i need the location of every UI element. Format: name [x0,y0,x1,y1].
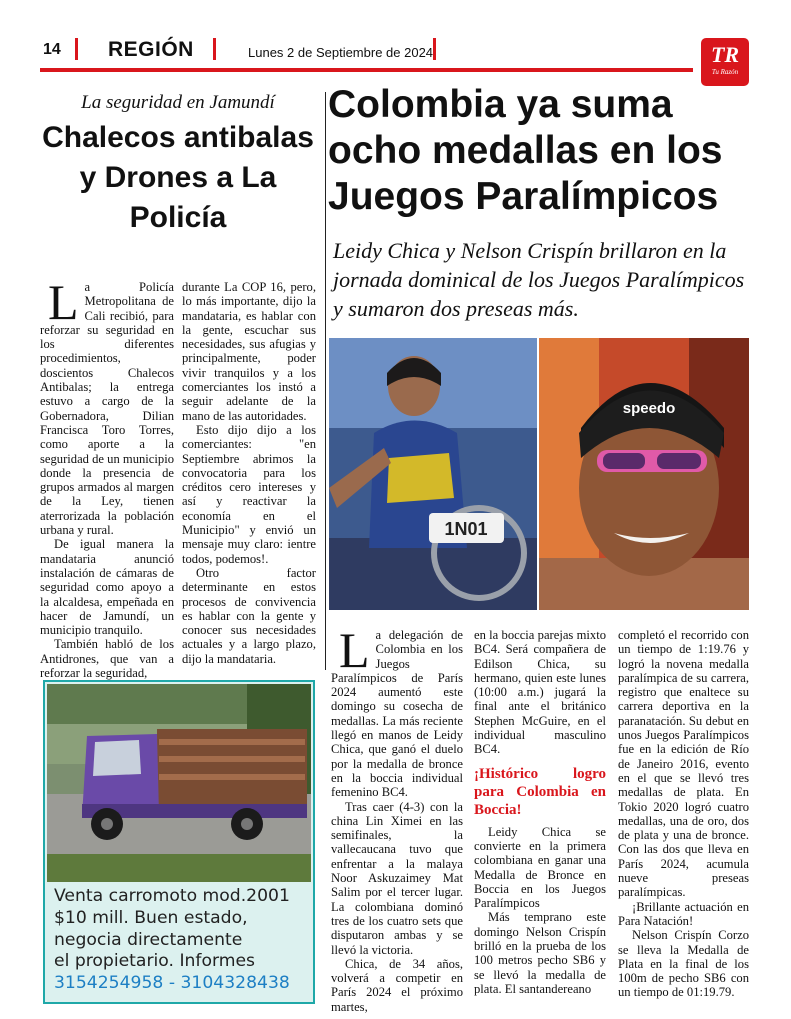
ad-line: $10 mill. Buen estado, [54,907,248,928]
left-story-title: Chalecos antibalas y Drones a La Policía [42,121,314,234]
header-divider [433,38,436,60]
paragraph: durante La COP 16, pero, lo más importante, dijo la mandataria, es hablar con la gente, escuchar sus necesidades, sus afugias y principalmente, poder vivir tranquilos y a los comerciantes los instó a seguir adelante de la mano de las autoridades. [182,280,316,423]
paragraph: en la boccia parejas mixto BC4. Será compañera de Edilson Chica, su hermano, quien este lunes (10:00 a.m.) jugará la final ante el británico Stephen McGuire, en el individual masculino BC4. [474,628,606,757]
header-divider [213,38,216,60]
ad-text [54,886,310,995]
classified-ad [43,680,315,1004]
drop-cap: L [339,622,370,678]
paragraph: Esto dijo dijo a los comerciantes: "en Septiembre abrimos la convocatoria para los créditos cero intereses y así y reactivar la economía en el Municipio" y envió un mensaje muy claro: ientre todos, podemos!. [182,422,316,566]
paragraph: completó el recorrido con un tiempo de 1:19.76 y logró la novena medalla paralímpica de su carrera, registro que enaltece su carrera deportiva en la paranatación. Su debut en unos Juegos Paralímpicos fue en la edición de Río de Janeiro 2016, evento en el que se llevó tres medallas de plata. En Tokio 2020 logró cuatro medallas, una de oro, dos de plata y una de bronce. Con las dos que lleva en París 2024, acumula nueve preseas paralímpicas. [618,628,749,900]
column-divider [325,92,326,670]
main-story-column-3 [618,628,749,1000]
leidy-chica-photo [329,338,537,610]
ad-line: negocia directamente [54,929,243,950]
page-number: 14 [43,41,61,58]
bib-number: 1N01 [444,519,488,539]
section-subhead: ¡Histórico logro para Colombia en Boccia! [474,765,606,818]
paragraph: Nelson Crispín Corzo se lleva la Medalla de Plata en la final de los 100m de pecho SB6 con un tiempo de 01:19.79. [618,928,749,1000]
section-name: REGIÓN [108,38,194,61]
paragraph: a delegación de Colombia en los Juegos Paralímpicos de París 2024 aumentó este domingo su cosecha de medallas. La más reciente llegó en manos de Leidy Chica, que ganó el duelo por la medalla de bronce en la boccia individual femenino BC4. [331,628,463,800]
paragraph: Leidy Chica se convierte en la primera colombiana en ganar una Medalla de Bronce en Boccia en los Juegos Paralímpicos [474,824,606,911]
nelson-crispin-photo [539,338,749,610]
paragraph: a Policía Metropolitana de Cali recibió, para reforzar su seguridad en los diferentes procedimientos, doscientos Chalecos Antibalas; la entrega estuvo a cargo de la Gobernadora, Dilian Francisca Toro Torres, como aporte a la seguridad de un municipio donde la presencia de grupos armados al margen de la Ley, tienen aterrorizada la población urbana y rural. [40,280,174,538]
main-story-deck: Leidy Chica y Nelson Crispín brillaron en la jornada dominical de los Juegos Paralímpicos y sumaron dos preseas más. [333,238,745,321]
paragraph: Tras caer (4-3) con la china Lin Ximei en las semifinales, la vallecaucana tuvo que enfrentar a la malaya Noor Askuzaimey Mat Salim por el tercer lugar. La colombiana dominó tres de los cuatro sets que disputaron ambas y se llevó la victoria. [331,799,463,957]
paragraph: Otro factor determinante en estos procesos de convivencia es hablar con la gente y conocer sus necesidades actuales y a largo plazo, dijo la mandataria. [182,565,316,666]
header-divider [75,38,78,60]
drop-cap: L [48,274,79,330]
ad-line: Venta carromoto mod.2001 [54,886,290,906]
paragraph: También habló de los Antidrones, que van a reforzar la seguridad, [40,637,174,681]
newspaper-logo [701,38,749,86]
ad-phone-numbers[interactable]: 3154254958 - 3104328438 [54,973,290,994]
paragraph: ¡Brillante actuación en Para Natación! [618,899,749,928]
ad-line: el propietario. Informes [54,951,256,972]
cap-logo: speedo [622,400,676,417]
paragraph: Chica, de 34 años, volverá a competir en París 2024 el próximo martes, [331,956,463,1014]
left-story-kicker: La seguridad en Jamundí [81,92,275,113]
main-story-title: Colombia ya suma ocho medallas en los Juegos Paralímpicos [328,83,723,218]
main-story-column-1 [331,622,463,1014]
logo-text: Tu Razón [711,68,739,76]
logo-mark: TR [710,42,740,67]
left-story-column-2 [182,280,316,666]
issue-date: Lunes 2 de Septiembre de 2024 [248,45,434,60]
motocarro-photo [47,684,311,882]
main-story-column-2 [474,628,606,996]
paragraph: Más temprano este domingo Nelson Crispín brilló en la prueba de los 100 metros pecho SB6 y se llevó la medalla de plata. El santandereano [474,910,606,996]
left-story-column-1 [40,274,174,681]
header-rule [40,68,693,72]
paragraph: De igual manera la mandataria anunció instalación de cámaras de seguridad como apoyo a la alcaldesa, empeñada en hacer de Jamundí, un municipio tranquilo. [40,537,174,638]
